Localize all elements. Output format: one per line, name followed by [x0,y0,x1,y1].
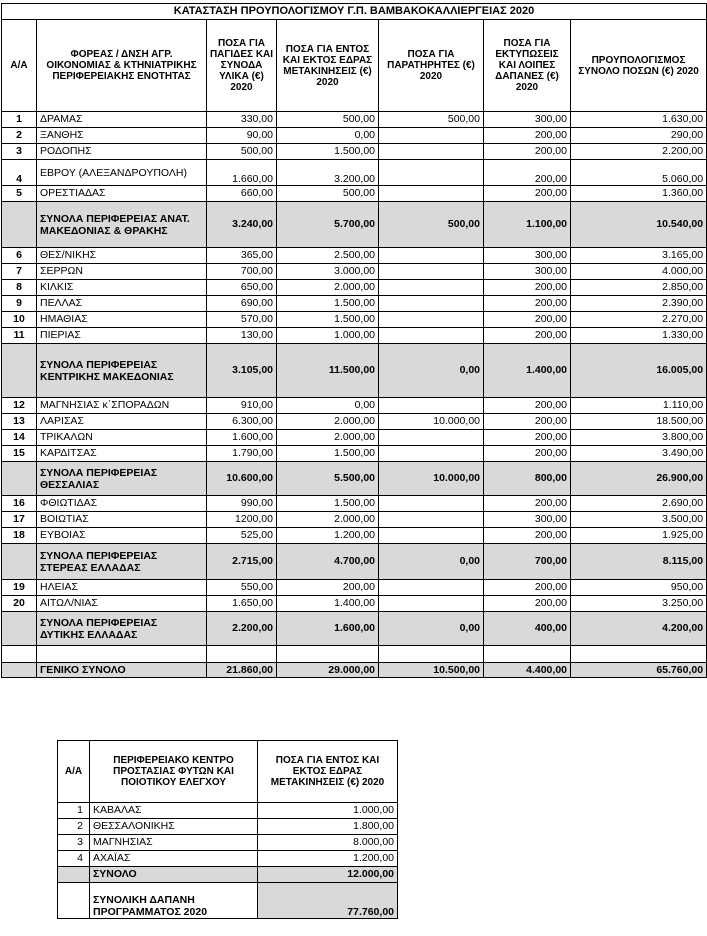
row-index: 19 [2,580,37,596]
table-row [2,128,707,144]
row-travel: 200,00 [277,580,379,596]
row-printing [484,646,571,663]
row-traps: 660,00 [207,186,277,202]
row-total: 1.630,00 [571,112,707,128]
row-travel: 2.500,00 [277,248,379,264]
row-observers [379,248,484,264]
header-aa: Α/Α [2,20,37,112]
subtotal-row [2,612,707,646]
row-travel: 2.000,00 [277,414,379,430]
row-index: 8 [2,280,37,296]
row-travel: 1.500,00 [277,312,379,328]
row-traps: 365,00 [207,248,277,264]
row-agency: ΟΡΕΣΤΙΑΔΑΣ [37,186,207,202]
table-row [2,296,707,312]
row-traps: 570,00 [207,312,277,328]
row-observers [379,280,484,296]
row-observers [379,580,484,596]
row-index: 10 [2,312,37,328]
row-observers [379,186,484,202]
budget-table-body [2,112,707,678]
row-agency: ΡΟΔΟΠΗΣ [37,144,207,160]
row-traps: 3.105,00 [207,344,277,398]
row-total: 26.900,00 [571,462,707,496]
grand-idx-cell [58,883,90,919]
row-traps: 21.860,00 [207,663,277,678]
row-agency: ΗΜΑΘΙΑΣ [37,312,207,328]
row-agency: ΣΥΝΟΛΑ ΠΕΡΙΦΕΡΕΙΑΣ ΑΝΑΤ. ΜΑΚΕΔΟΝΙΑΣ & ΘΡΑΚΗΣ [37,202,207,248]
row-index: 2 [2,128,37,144]
table-row [2,496,707,512]
row-observers [379,328,484,344]
row-observers [379,264,484,280]
row-agency: ΗΛΕΙΑΣ [37,580,207,596]
row-total: 3.490,00 [571,446,707,462]
row-traps: 10.600,00 [207,462,277,496]
row-observers [379,160,484,186]
header-printing: ΠΟΣΑ ΓΙΑ ΕΚΤΥΠΩΣΕΙΣ ΚΑΙ ΛΟΙΠΕΣ ΔΑΠΑΝΕΣ (€) 2020 [484,20,571,112]
row-traps: 650,00 [207,280,277,296]
row-printing: 200,00 [484,312,571,328]
row-printing: 200,00 [484,446,571,462]
row-index: 4 [2,160,37,186]
grand-total-row [2,663,707,678]
row-travel: 2.000,00 [277,280,379,296]
row-agency: ΓΕΝΙΚΟ ΣΥΝΟΛΟ [37,663,207,678]
row-traps: 3.240,00 [207,202,277,248]
row-index: 4 [58,851,90,867]
header-agency: ΦΟΡΕΑΣ / ΔΝΣΗ ΑΓΡ. ΟΙΚΟΝΟΜΙΑΣ & ΚΤΗΝΙΑΤΡΙΚΗΣ ΠΕΡΙΦΕΡΕΙΑΚΗΣ ΕΝΟΤΗΤΑΣ [37,20,207,112]
header-total: ΠΡΟΥΠΟΛΟΓΙΣΜΟΣ ΣΥΝΟΛΟ ΠΟΣΩΝ (€) 2020 [571,20,707,112]
row-observers: 0,00 [379,544,484,580]
row-printing: 1.400,00 [484,344,571,398]
row-printing: 200,00 [484,296,571,312]
row-observers [379,398,484,414]
row-index: 2 [58,819,90,835]
table-row [2,528,707,544]
row-travel: 1.500,00 [277,144,379,160]
row-printing: 200,00 [484,398,571,414]
row-printing: 300,00 [484,248,571,264]
row-observers [379,446,484,462]
row-index: 1 [2,112,37,128]
row-center: ΘΕΣΣΑΛΟΝΙΚΗΣ [90,819,258,835]
row-printing: 200,00 [484,496,571,512]
row-traps: 2.715,00 [207,544,277,580]
row-index [2,663,37,678]
sum-label: ΣΥΝΟΛΟ [90,867,258,883]
row-printing: 4.400,00 [484,663,571,678]
row-total: 3.165,00 [571,248,707,264]
row-traps: 500,00 [207,144,277,160]
row-printing: 700,00 [484,544,571,580]
row-traps: 1.650,00 [207,596,277,612]
row-printing: 300,00 [484,512,571,528]
row-total: 2.850,00 [571,280,707,296]
plant-protection-table-body [58,803,398,867]
row-center: ΜΑΓΝΗΣΙΑΣ [90,835,258,851]
row-index: 15 [2,446,37,462]
row-observers [379,296,484,312]
table-row [2,596,707,612]
row-total: 65.760,00 [571,663,707,678]
row-travel: 1.500,00 [277,296,379,312]
row-travel: 1.600,00 [277,612,379,646]
row-traps: 2.200,00 [207,612,277,646]
row-observers: 10.500,00 [379,663,484,678]
row-printing: 200,00 [484,186,571,202]
row-traps: 1.660,00 [207,160,277,186]
row-printing: 200,00 [484,328,571,344]
row-agency: ΠΕΛΛΑΣ [37,296,207,312]
row-observers: 500,00 [379,112,484,128]
row-travel: 5.500,00 [277,462,379,496]
subtotal-row [2,544,707,580]
row-agency: ΕΥΒΟΙΑΣ [37,528,207,544]
row-travel: 4.700,00 [277,544,379,580]
row-index: 5 [2,186,37,202]
row-traps: 1.790,00 [207,446,277,462]
table-row [58,835,398,851]
row-observers [379,646,484,663]
row-index: 14 [2,430,37,446]
table-row [2,186,707,202]
row-index [2,544,37,580]
row-agency: ΣΥΝΟΛΑ ΠΕΡΙΦΕΡΕΙΑΣ ΣΤΕΡΕΑΣ ΕΛΛΑΔΑΣ [37,544,207,580]
table-row [2,280,707,296]
row-total: 290,00 [571,128,707,144]
row-traps: 990,00 [207,496,277,512]
row-agency: ΣΕΡΡΩΝ [37,264,207,280]
row-agency: ΣΥΝΟΛΑ ΠΕΡΙΦΕΡΕΙΑΣ ΚΕΝΤΡΙΚΗΣ ΜΑΚΕΔΟΝΙΑΣ [37,344,207,398]
row-traps: 690,00 [207,296,277,312]
row-agency: ΣΥΝΟΛΑ ΠΕΡΙΦΕΡΕΙΑΣ ΔΥΤΙΚΗΣ ΕΛΛΑΔΑΣ [37,612,207,646]
row-index [2,202,37,248]
row-agency: ΘΕΣ/ΝΙΚΗΣ [37,248,207,264]
row-index: 7 [2,264,37,280]
row-total: 2.270,00 [571,312,707,328]
row-agency: ΞΑΝΘΗΣ [37,128,207,144]
row-travel: 29.000,00 [277,663,379,678]
row-printing: 800,00 [484,462,571,496]
row-value: 1.800,00 [258,819,398,835]
row-total: 4.200,00 [571,612,707,646]
row-agency: ΤΡΙΚΑΛΩΝ [37,430,207,446]
row-agency: ΔΡΑΜΑΣ [37,112,207,128]
table-row [2,328,707,344]
row-total: 1.360,00 [571,186,707,202]
row-travel: 2.000,00 [277,512,379,528]
row-travel: 3.000,00 [277,264,379,280]
row-traps [207,646,277,663]
row-printing: 200,00 [484,430,571,446]
row-index: 16 [2,496,37,512]
row-observers: 10.000,00 [379,462,484,496]
row-total: 10.540,00 [571,202,707,248]
subtotal-row [2,344,707,398]
row-printing: 300,00 [484,112,571,128]
row-index: 17 [2,512,37,528]
header-center: ΠΕΡΙΦΕΡΕΙΑΚΟ ΚΕΝΤΡΟ ΠΡΟΣΤΑΣΙΑΣ ΦΥΤΩΝ ΚΑΙ ΠΟΙΟΤΙΚΟΥ ΕΛΕΓΧΟΥ [90,741,258,803]
table-row [58,803,398,819]
table-row [2,414,707,430]
row-traps: 910,00 [207,398,277,414]
table-row [2,446,707,462]
table-row [2,112,707,128]
row-printing: 200,00 [484,160,571,186]
row-travel: 2.000,00 [277,430,379,446]
row-travel: 1.200,00 [277,528,379,544]
row-printing: 200,00 [484,128,571,144]
row-index: 3 [58,835,90,851]
row-printing: 400,00 [484,612,571,646]
row-travel: 3.200,00 [277,160,379,186]
row-index: 3 [2,144,37,160]
table-row [2,312,707,328]
header-observers: ΠΟΣΑ ΓΙΑ ΠΑΡΑΤΗΡΗΤΕΣ (€) 2020 [379,20,484,112]
row-traps: 525,00 [207,528,277,544]
table-row [2,160,707,186]
row-agency: ΚΙΛΚΙΣ [37,280,207,296]
row-agency: ΦΘΙΩΤΙΔΑΣ [37,496,207,512]
row-observers: 10.000,00 [379,414,484,430]
row-travel: 1.500,00 [277,446,379,462]
grand-label: ΣΥΝΟΛΙΚΗ ΔΑΠΑΝΗ ΠΡΟΓΡΑΜΜΑΤΟΣ 2020 [90,883,258,919]
row-printing: 200,00 [484,144,571,160]
row-center: ΑΧΑΪΑΣ [90,851,258,867]
table-row [2,264,707,280]
row-agency: ΛΑΡΙΣΑΣ [37,414,207,430]
row-traps: 1.600,00 [207,430,277,446]
row-index [2,462,37,496]
row-total: 1.330,00 [571,328,707,344]
row-printing: 1.100,00 [484,202,571,248]
row-agency: ΜΑΓΝΗΣΙΑΣ κ΄ΣΠΟΡΑΔΩΝ [37,398,207,414]
row-printing: 200,00 [484,596,571,612]
table-title: ΚΑΤΑΣΤΑΣΗ ΠΡΟΥΠΟΛΟΓΙΣΜΟΥ Γ.Π. ΒΑΜΒΑΚΟΚΑΛΛΙΕΡΓΕΙΑΣ 2020 [2,4,707,20]
row-travel: 1.400,00 [277,596,379,612]
subtotal-row [2,462,707,496]
sum-idx-cell [58,867,90,883]
row-traps: 1200,00 [207,512,277,528]
row-agency: ΒΟΙΩΤΙΑΣ [37,512,207,528]
row-total: 2.390,00 [571,296,707,312]
row-agency: ΕΒΡΟΥ (ΑΛΕΞΑΝΔΡΟΥΠΟΛΗ) [37,160,207,186]
row-total: 1.110,00 [571,398,707,414]
row-observers [379,144,484,160]
row-travel: 5.700,00 [277,202,379,248]
row-travel: 0,00 [277,398,379,414]
row-total: 3.800,00 [571,430,707,446]
row-total [571,646,707,663]
table-row [58,819,398,835]
row-total: 3.500,00 [571,512,707,528]
row-index: 13 [2,414,37,430]
row-index: 1 [58,803,90,819]
row-printing: 200,00 [484,580,571,596]
row-agency: ΚΑΡΔΙΤΣΑΣ [37,446,207,462]
table-row [2,580,707,596]
row-travel: 1.500,00 [277,496,379,512]
row-travel: 0,00 [277,128,379,144]
row-observers: 0,00 [379,344,484,398]
row-index: 12 [2,398,37,414]
row-center: ΚΑΒΑΛΑΣ [90,803,258,819]
row-agency: ΣΥΝΟΛΑ ΠΕΡΙΦΕΡΕΙΑΣ ΘΕΣΣΑΛΙΑΣ [37,462,207,496]
row-index: 18 [2,528,37,544]
row-index: 9 [2,296,37,312]
table-row [2,398,707,414]
table-row [2,144,707,160]
row-index: 20 [2,596,37,612]
row-printing: 200,00 [484,280,571,296]
grand-value: 77.760,00 [258,883,398,919]
row-agency: ΑΙΤΩΛ/ΝΙΑΣ [37,596,207,612]
row-total: 3.250,00 [571,596,707,612]
table-row [58,851,398,867]
row-agency: ΠΙΕΡΙΑΣ [37,328,207,344]
row-index [2,344,37,398]
row-total: 950,00 [571,580,707,596]
row-traps: 330,00 [207,112,277,128]
row-total: 4.000,00 [571,264,707,280]
row-index [2,612,37,646]
subtotal-row [2,202,707,248]
row-total: 18.500,00 [571,414,707,430]
header-travel: ΠΟΣΑ ΓΙΑ ΕΝΤΟΣ ΚΑΙ ΕΚΤΟΣ ΕΔΡΑΣ ΜΕΤΑΚΙΝΗΣΕΙΣ (€) 2020 [277,20,379,112]
row-traps: 90,00 [207,128,277,144]
header-traps: ΠΟΣΑ ΓΙΑ ΠΑΓΙΔΕΣ ΚΑΙ ΣΥΝΟΔΑ ΥΛΙΚΑ (€) 2020 [207,20,277,112]
row-traps: 130,00 [207,328,277,344]
row-value: 1.200,00 [258,851,398,867]
row-printing: 200,00 [484,528,571,544]
row-total: 1.925,00 [571,528,707,544]
row-traps: 550,00 [207,580,277,596]
row-observers [379,496,484,512]
row-observers [379,312,484,328]
row-total: 5.060,00 [571,160,707,186]
row-observers: 0,00 [379,612,484,646]
row-total: 16.005,00 [571,344,707,398]
table-row [2,248,707,264]
row-travel: 1.000,00 [277,328,379,344]
row-printing: 200,00 [484,414,571,430]
row-total: 2.690,00 [571,496,707,512]
row-observers [379,512,484,528]
row-value: 1.000,00 [258,803,398,819]
row-observers [379,430,484,446]
table-row [2,512,707,528]
row-index: 6 [2,248,37,264]
row-travel: 11.500,00 [277,344,379,398]
row-observers: 500,00 [379,202,484,248]
row-observers [379,128,484,144]
row-traps: 700,00 [207,264,277,280]
row-travel [277,646,379,663]
row-observers [379,528,484,544]
budget-table [1,3,707,678]
row-agency [37,646,207,663]
row-total: 8.115,00 [571,544,707,580]
row-index: 11 [2,328,37,344]
row-index [2,646,37,663]
header-aa-2: Α/Α [58,741,90,803]
table-row [2,430,707,446]
row-value: 8.000,00 [258,835,398,851]
row-observers [379,596,484,612]
row-traps: 6.300,00 [207,414,277,430]
header-travel-2: ΠΟΣΑ ΓΙΑ ΕΝΤΟΣ ΚΑΙ ΕΚΤΟΣ ΕΔΡΑΣ ΜΕΤΑΚΙΝΗΣΕΙΣ (€) 2020 [258,741,398,803]
row-travel: 500,00 [277,112,379,128]
plant-protection-table [57,740,398,919]
row-printing: 300,00 [484,264,571,280]
sum-value: 12.000,00 [258,867,398,883]
row-travel: 500,00 [277,186,379,202]
row-total: 2.200,00 [571,144,707,160]
table-row [2,646,707,663]
